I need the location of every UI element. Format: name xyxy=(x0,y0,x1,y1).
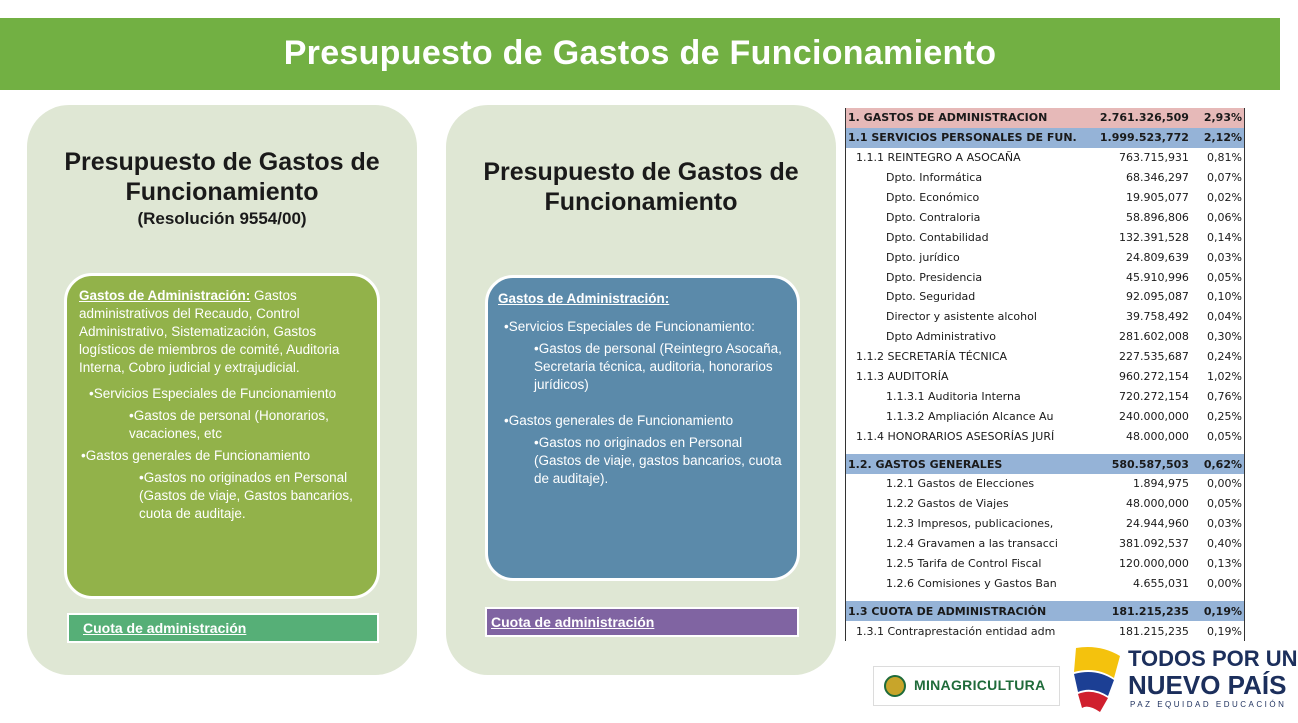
left-bullet-1-sub: •Gastos de personal (Honorarios, vacaciones, etc xyxy=(129,408,329,441)
table-row xyxy=(846,534,1245,554)
slide-title: Presupuesto de Gastos de Funcionamiento xyxy=(283,34,997,72)
table-row xyxy=(846,307,1245,327)
row-amount: 1.894,975 xyxy=(1132,477,1189,491)
row-name: 1.1 SERVICIOS PERSONALES DE FUN. xyxy=(846,128,1095,148)
row-amount: 960.272,154 xyxy=(1118,370,1189,384)
row-percent: 0,76% xyxy=(1207,389,1242,403)
row-amount: 227.535,687 xyxy=(1118,350,1189,364)
row-percent: 2,12% xyxy=(1191,128,1245,148)
table-row xyxy=(846,227,1245,247)
row-name: 1.1.3 AUDITORÍA xyxy=(856,370,949,384)
row-amount: 132.391,528 xyxy=(1118,230,1189,244)
table-row xyxy=(846,148,1245,168)
row-name: 1.1.1 REINTEGRO A ASOCAÑA xyxy=(856,151,1021,165)
row-amount: 120.000,000 xyxy=(1118,557,1189,571)
right-panel xyxy=(446,105,836,675)
row-percent: 0,05% xyxy=(1207,429,1242,443)
right-bullet-2: •Gastos generales de Funcionamiento xyxy=(504,413,734,428)
row-name: Director y asistente alcohol xyxy=(886,310,1037,324)
left-card-intro xyxy=(79,287,365,377)
table-spacer-row xyxy=(846,593,1245,601)
row-percent: 0,03% xyxy=(1207,250,1242,264)
row-amount: 58.896,806 xyxy=(1125,210,1189,224)
row-percent: 0,05% xyxy=(1207,270,1242,284)
row-amount: 2.761.326,509 xyxy=(1095,108,1191,128)
table-row xyxy=(846,327,1245,347)
row-percent: 0,30% xyxy=(1207,330,1242,344)
row-name: Dpto. jurídico xyxy=(886,250,960,264)
table-row xyxy=(846,267,1245,287)
nuevo-pais-logo xyxy=(1070,642,1298,718)
row-name: 1.1.3.2 Ampliación Alcance Au xyxy=(886,409,1054,423)
table-spacer-row xyxy=(846,446,1245,454)
gov-line-3: PAZ EQUIDAD EDUCACIÓN xyxy=(1130,700,1287,709)
left-panel xyxy=(27,105,417,675)
row-name: Dpto. Contraloria xyxy=(886,210,981,224)
row-name: Dpto. Económico xyxy=(886,191,980,204)
right-panel-title xyxy=(446,157,836,217)
budget-table xyxy=(845,108,1245,641)
row-amount: 281.602,008 xyxy=(1118,330,1189,344)
row-percent: 0,14% xyxy=(1207,230,1242,244)
minagricultura-logo xyxy=(873,666,1060,706)
row-percent: 0,00% xyxy=(1207,477,1242,491)
left-bullet-2-sub: •Gastos no originados en Personal (Gastos de viaje, Gastos bancarios, cuota de auditaje. xyxy=(139,470,353,521)
spacer-cell xyxy=(846,593,1245,601)
table-row xyxy=(846,108,1245,128)
table-row xyxy=(846,247,1245,267)
row-percent: 0,10% xyxy=(1207,290,1242,304)
row-amount: 763.715,931 xyxy=(1118,151,1189,165)
row-amount: 24.809,639 xyxy=(1125,250,1189,264)
row-amount: 48.000,000 xyxy=(1125,497,1189,511)
row-name: 1.3.1 Contraprestación entidad adm xyxy=(856,624,1056,638)
budget-table-body xyxy=(846,108,1245,641)
row-amount: 1.999.523,772 xyxy=(1095,128,1191,148)
right-quota-link[interactable]: Cuota de administración xyxy=(485,607,799,637)
row-amount: 580.587,503 xyxy=(1095,454,1191,474)
table-row xyxy=(846,168,1245,188)
row-name: 1.2.6 Comisiones y Gastos Ban xyxy=(886,576,1057,590)
title-banner xyxy=(0,18,1280,90)
row-amount: 4.655,031 xyxy=(1132,576,1189,590)
row-amount: 45.910,996 xyxy=(1125,270,1189,284)
minagricultura-text: MINAGRICULTURA xyxy=(914,677,1046,693)
table-row xyxy=(846,494,1245,514)
left-title-line2: Funcionamiento xyxy=(125,178,319,206)
row-name: Dpto. Seguridad xyxy=(886,290,976,304)
row-name: 1.2.2 Gastos de Viajes xyxy=(886,497,1009,511)
row-amount: 92.095,087 xyxy=(1125,290,1189,304)
row-amount: 720.272,154 xyxy=(1118,389,1189,403)
row-percent: 0,62% xyxy=(1191,454,1245,474)
left-title-line1: Presupuesto de Gastos de xyxy=(64,148,380,176)
table-row xyxy=(846,514,1245,534)
table-row xyxy=(846,573,1245,593)
row-percent: 0,24% xyxy=(1207,350,1242,364)
table-row xyxy=(846,207,1245,227)
row-name: 1.1.2 SECRETARÍA TÉCNICA xyxy=(856,350,1008,364)
row-amount: 39.758,492 xyxy=(1125,310,1189,324)
right-title-line1: Presupuesto de Gastos de xyxy=(483,158,799,186)
row-percent: 0,25% xyxy=(1207,409,1242,423)
row-name: 1.1.4 HONORARIOS ASESORÍAS JURÍ xyxy=(856,429,1055,443)
spacer-cell xyxy=(846,446,1245,454)
left-content-card xyxy=(64,273,380,599)
row-amount: 240.000,000 xyxy=(1118,409,1189,423)
table-row xyxy=(846,128,1245,148)
row-percent: 0,19% xyxy=(1207,624,1242,638)
row-percent: 0,05% xyxy=(1207,497,1242,511)
row-amount: 381.092,537 xyxy=(1118,537,1189,551)
row-name: 1.2.5 Tarifa de Control Fiscal xyxy=(886,557,1042,571)
row-name: 1. GASTOS DE ADMINISTRACION xyxy=(846,108,1095,128)
table-row xyxy=(846,287,1245,307)
row-percent: 0,06% xyxy=(1207,210,1242,224)
flag-wave-icon xyxy=(1070,642,1126,718)
left-panel-subtitle: (Resolución 9554/00) xyxy=(137,209,307,228)
right-bullet-1-sub: •Gastos de personal (Reintegro Asocaña, Secretaria técnica, auditoria, honorarios jurídicos) xyxy=(534,341,782,392)
row-percent: 0,02% xyxy=(1207,191,1242,204)
row-percent: 0,07% xyxy=(1207,171,1242,185)
left-quota-link[interactable]: Cuota de administración xyxy=(67,613,379,643)
right-content-card xyxy=(485,275,800,581)
gov-line-1: TODOS POR UN xyxy=(1128,646,1298,671)
gov-line-2: NUEVO PAÍS xyxy=(1128,670,1287,700)
right-bullet-2-sub: •Gastos no originados en Personal (Gastos de viaje, gastos bancarios, cuota de auditaje). xyxy=(534,435,782,486)
row-name: Dpto. Presidencia xyxy=(886,270,983,284)
row-name: 1.2.4 Gravamen a las transacci xyxy=(886,537,1058,551)
row-percent: 1,02% xyxy=(1207,370,1242,384)
table-row xyxy=(846,347,1245,367)
right-card-label: Gastos de Administración: xyxy=(498,291,670,306)
row-name: Dpto Administrativo xyxy=(886,330,997,344)
row-amount: 68.346,297 xyxy=(1125,171,1189,185)
row-name: Dpto. Informática xyxy=(886,171,983,185)
table-row xyxy=(846,426,1245,446)
row-name: Dpto. Contabilidad xyxy=(886,230,989,244)
coat-of-arms-icon xyxy=(884,675,906,697)
row-amount: 48.000,000 xyxy=(1125,429,1189,443)
row-percent: 0,19% xyxy=(1191,601,1245,621)
row-percent: 0,03% xyxy=(1207,517,1242,531)
table-row xyxy=(846,454,1245,474)
table-row xyxy=(846,406,1245,426)
row-name: 1.2.3 Impresos, publicaciones, xyxy=(886,517,1054,531)
row-percent: 0,04% xyxy=(1207,310,1242,324)
row-amount: 19.905,077 xyxy=(1125,191,1189,204)
row-name: 1.3 CUOTA DE ADMINISTRACIÓN xyxy=(846,601,1095,621)
left-bullet-1: •Servicios Especiales de Funcionamiento xyxy=(89,386,337,401)
row-percent: 0,81% xyxy=(1207,151,1242,165)
left-card-label: Gastos de Administración: xyxy=(79,288,251,303)
row-amount: 181.215,235 xyxy=(1118,624,1189,638)
table-row xyxy=(846,386,1245,406)
row-amount: 181.215,235 xyxy=(1095,601,1191,621)
right-bullet-1: •Servicios Especiales de Funcionamiento: xyxy=(504,319,755,334)
row-amount: 24.944,960 xyxy=(1125,517,1189,531)
left-panel-title xyxy=(27,147,417,231)
row-name: 1.2.1 Gastos de Elecciones xyxy=(886,477,1035,491)
table-row xyxy=(846,367,1245,387)
table-row xyxy=(846,601,1245,621)
left-bullet-2: •Gastos generales de Funcionamiento xyxy=(81,448,311,463)
row-percent: 0,40% xyxy=(1207,537,1242,551)
row-percent: 0,00% xyxy=(1207,576,1242,590)
table-row xyxy=(846,554,1245,574)
row-name: 1.1.3.1 Auditoria Interna xyxy=(886,389,1021,403)
table-row xyxy=(846,621,1245,641)
table-row xyxy=(846,474,1245,494)
left-card-text: Gastos administrativos del Recaudo, Control Administrativo, Sistematización, Gastos logísticos de miembros de comité, Auditoria Interna, Cobro judicial y extrajudicial. xyxy=(79,288,340,375)
row-name: 1.2. GASTOS GENERALES xyxy=(846,454,1095,474)
table-row xyxy=(846,188,1245,208)
row-percent: 2,93% xyxy=(1191,108,1245,128)
right-title-line2: Funcionamiento xyxy=(544,188,738,216)
row-percent: 0,13% xyxy=(1207,557,1242,571)
